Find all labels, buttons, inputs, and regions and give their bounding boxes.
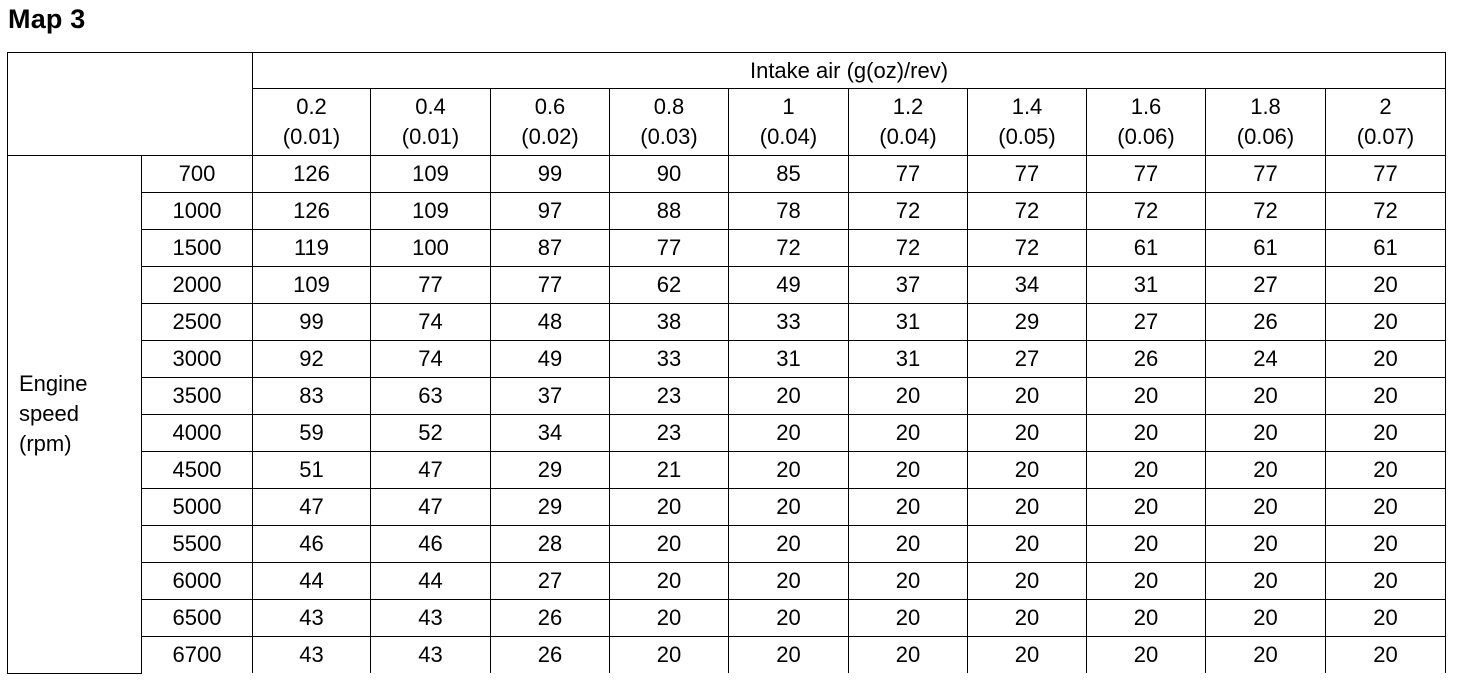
page-title: Map 3 xyxy=(8,4,86,34)
table-cell: 20 xyxy=(1326,378,1446,415)
column-header xyxy=(729,89,849,156)
table-cell: 20 xyxy=(729,526,849,563)
table-row xyxy=(8,563,1446,600)
column-header-value: 0.6 xyxy=(534,94,566,119)
table-cell: 87 xyxy=(491,230,610,267)
table-cell: 20 xyxy=(968,452,1087,489)
table-cell: 26 xyxy=(1087,341,1206,378)
table-cell: 92 xyxy=(253,341,371,378)
table-cell: 72 xyxy=(968,193,1087,230)
table-row xyxy=(8,637,1446,674)
table-cell: 20 xyxy=(1206,378,1326,415)
table-cell: 20 xyxy=(968,378,1087,415)
table-row xyxy=(8,600,1446,637)
column-header xyxy=(968,89,1087,156)
table-cell: 26 xyxy=(1206,304,1326,341)
table-cell: 20 xyxy=(729,452,849,489)
table-cell: 74 xyxy=(371,304,491,341)
table-cell: 74 xyxy=(371,341,491,378)
table-row xyxy=(8,193,1446,230)
table-cell: 77 xyxy=(610,230,729,267)
table-cell: 27 xyxy=(1206,267,1326,304)
table-cell: 20 xyxy=(849,415,968,452)
column-header-sub: (0.02) xyxy=(521,124,579,149)
table-cell: 23 xyxy=(610,378,729,415)
table-cell: 20 xyxy=(968,637,1087,674)
table-cell: 38 xyxy=(610,304,729,341)
table-cell: 119 xyxy=(253,230,371,267)
table-cell: 20 xyxy=(1206,452,1326,489)
table-cell: 20 xyxy=(1087,452,1206,489)
table-cell: 20 xyxy=(1087,563,1206,600)
table-row xyxy=(8,526,1446,563)
table-cell: 20 xyxy=(610,637,729,674)
rpm-cell: 5000 xyxy=(142,489,253,526)
table-cell: 43 xyxy=(371,637,491,674)
table-cell: 20 xyxy=(1326,637,1446,674)
table-cell: 20 xyxy=(1326,304,1446,341)
table-cell: 20 xyxy=(1206,489,1326,526)
column-header-value: 1.4 xyxy=(1011,94,1043,119)
table-cell: 20 xyxy=(1326,341,1446,378)
table-cell: 43 xyxy=(253,637,371,674)
table-row xyxy=(8,415,1446,452)
table-cell: 77 xyxy=(968,156,1087,193)
table-cell: 61 xyxy=(1087,230,1206,267)
table-cell: 43 xyxy=(253,600,371,637)
column-header-sub: (0.07) xyxy=(1356,124,1415,149)
table-cell: 109 xyxy=(253,267,371,304)
table-cell: 47 xyxy=(371,452,491,489)
table-cell: 26 xyxy=(491,600,610,637)
table-cell: 61 xyxy=(1326,230,1446,267)
table-cell: 20 xyxy=(1206,637,1326,674)
table-cell: 21 xyxy=(610,452,729,489)
column-header xyxy=(610,89,729,156)
table-cell: 34 xyxy=(491,415,610,452)
table-cell: 99 xyxy=(491,156,610,193)
column-header-value: 1.6 xyxy=(1130,94,1162,119)
row-group-label-line: Engine xyxy=(19,371,88,397)
table-cell: 33 xyxy=(610,341,729,378)
table-cell: 20 xyxy=(1326,526,1446,563)
table-row xyxy=(8,489,1446,526)
table-cell: 27 xyxy=(491,563,610,600)
table-cell: 20 xyxy=(968,563,1087,600)
table-cell: 31 xyxy=(1087,267,1206,304)
table-cell: 20 xyxy=(968,489,1087,526)
table-cell: 20 xyxy=(849,378,968,415)
table-cell: 99 xyxy=(253,304,371,341)
table-row xyxy=(8,230,1446,267)
table-cell: 20 xyxy=(849,563,968,600)
table-cell: 33 xyxy=(729,304,849,341)
table-cell: 23 xyxy=(610,415,729,452)
table-cell: 63 xyxy=(371,378,491,415)
column-header-value: 1.2 xyxy=(892,94,924,119)
table-cell: 88 xyxy=(610,193,729,230)
table-cell: 61 xyxy=(1206,230,1326,267)
table-cell: 29 xyxy=(491,452,610,489)
table-cell: 20 xyxy=(1206,600,1326,637)
table-cell: 44 xyxy=(371,563,491,600)
column-header-sub: (0.06) xyxy=(1117,124,1175,149)
column-header-sub: (0.01) xyxy=(282,124,341,149)
table-cell: 97 xyxy=(491,193,610,230)
table-cell: 20 xyxy=(610,600,729,637)
table-cell: 85 xyxy=(729,156,849,193)
table-cell: 20 xyxy=(729,563,849,600)
table-cell: 59 xyxy=(253,415,371,452)
table-cell: 28 xyxy=(491,526,610,563)
table-cell: 20 xyxy=(1087,489,1206,526)
table-cell: 72 xyxy=(1206,193,1326,230)
column-header xyxy=(371,89,491,156)
table-row xyxy=(8,304,1446,341)
rpm-cell: 3000 xyxy=(142,341,253,378)
rpm-cell: 1000 xyxy=(142,193,253,230)
table-cell: 20 xyxy=(1326,452,1446,489)
table-row xyxy=(8,452,1446,489)
column-header-sub: (0.04) xyxy=(759,124,818,149)
table-cell: 20 xyxy=(849,489,968,526)
table-cell: 20 xyxy=(1087,415,1206,452)
table-cell: 100 xyxy=(371,230,491,267)
table-cell: 47 xyxy=(253,489,371,526)
rpm-cell: 3500 xyxy=(142,378,253,415)
table-cell: 20 xyxy=(1087,600,1206,637)
table-cell: 20 xyxy=(1326,563,1446,600)
table-cell: 47 xyxy=(371,489,491,526)
header-group-label: Intake air (g(oz)/rev) xyxy=(253,53,1446,89)
column-header xyxy=(253,89,371,156)
table-cell: 20 xyxy=(729,600,849,637)
table-cell: 109 xyxy=(371,156,491,193)
table-cell: 20 xyxy=(1087,526,1206,563)
column-header-value: 1 xyxy=(782,94,795,119)
table-cell: 20 xyxy=(1087,637,1206,674)
rpm-cell: 4000 xyxy=(142,415,253,452)
column-header-value: 2 xyxy=(1379,94,1392,119)
table-cell: 72 xyxy=(968,230,1087,267)
table-cell: 78 xyxy=(729,193,849,230)
column-header xyxy=(849,89,968,156)
table-cell: 46 xyxy=(253,526,371,563)
column-header-sub: (0.04) xyxy=(879,124,937,149)
table-cell: 62 xyxy=(610,267,729,304)
table-cell: 24 xyxy=(1206,341,1326,378)
rpm-cell: 700 xyxy=(142,156,253,193)
table-cell: 20 xyxy=(849,637,968,674)
table-cell: 49 xyxy=(729,267,849,304)
table-corner xyxy=(8,53,253,156)
table-cell: 31 xyxy=(849,341,968,378)
table-cell: 44 xyxy=(253,563,371,600)
rpm-cell: 4500 xyxy=(142,452,253,489)
column-header-value: 1.8 xyxy=(1250,94,1281,119)
column-header-value: 0.8 xyxy=(653,94,685,119)
table-cell: 37 xyxy=(849,267,968,304)
header-group-row xyxy=(8,53,1446,89)
table-cell: 72 xyxy=(1326,193,1446,230)
table-cell: 49 xyxy=(491,341,610,378)
table-cell: 109 xyxy=(371,193,491,230)
row-group-label-line: (rpm) xyxy=(19,431,72,457)
table-cell: 77 xyxy=(1326,156,1446,193)
rpm-cell: 1500 xyxy=(142,230,253,267)
table-cell: 20 xyxy=(610,489,729,526)
table-cell: 20 xyxy=(1087,378,1206,415)
rpm-cell: 6700 xyxy=(142,637,253,674)
table-cell: 20 xyxy=(729,489,849,526)
column-header-sub: (0.01) xyxy=(401,124,460,149)
table-cell: 20 xyxy=(1206,526,1326,563)
table-cell: 20 xyxy=(610,526,729,563)
rpm-cell: 5500 xyxy=(142,526,253,563)
table-cell: 90 xyxy=(610,156,729,193)
table-row xyxy=(8,267,1446,304)
table-cell: 20 xyxy=(729,378,849,415)
rpm-cell: 2000 xyxy=(142,267,253,304)
table-cell: 37 xyxy=(491,378,610,415)
table-cell: 20 xyxy=(610,563,729,600)
table-cell: 20 xyxy=(1206,563,1326,600)
column-header-value: 0.2 xyxy=(296,94,327,119)
table-cell: 26 xyxy=(491,637,610,674)
table-cell: 20 xyxy=(729,415,849,452)
column-header-sub: (0.06) xyxy=(1236,124,1295,149)
table-cell: 83 xyxy=(253,378,371,415)
column-header xyxy=(1206,89,1326,156)
table-cell: 77 xyxy=(371,267,491,304)
table-row xyxy=(8,341,1446,378)
table-cell: 46 xyxy=(371,526,491,563)
table-cell: 20 xyxy=(849,600,968,637)
table-cell: 31 xyxy=(849,304,968,341)
table-cell: 20 xyxy=(968,600,1087,637)
table-cell: 20 xyxy=(1326,267,1446,304)
table-cell: 72 xyxy=(849,230,968,267)
map-table xyxy=(7,52,1446,674)
table-cell: 51 xyxy=(253,452,371,489)
table-cell: 29 xyxy=(491,489,610,526)
column-header xyxy=(1087,89,1206,156)
table-cell: 72 xyxy=(849,193,968,230)
table-cell: 52 xyxy=(371,415,491,452)
table-cell: 77 xyxy=(491,267,610,304)
table-cell: 77 xyxy=(849,156,968,193)
table-cell: 20 xyxy=(849,452,968,489)
table-cell: 27 xyxy=(1087,304,1206,341)
table-cell: 20 xyxy=(968,415,1087,452)
table-cell: 126 xyxy=(253,193,371,230)
table-cell: 20 xyxy=(729,637,849,674)
table-cell: 20 xyxy=(1206,415,1326,452)
table-cell: 72 xyxy=(1087,193,1206,230)
table-cell: 34 xyxy=(968,267,1087,304)
table-cell: 20 xyxy=(1326,489,1446,526)
table-cell: 20 xyxy=(849,526,968,563)
column-header xyxy=(491,89,610,156)
column-header-value: 0.4 xyxy=(415,94,446,119)
table-cell: 43 xyxy=(371,600,491,637)
table-cell: 77 xyxy=(1087,156,1206,193)
table-cell: 31 xyxy=(729,341,849,378)
rpm-cell: 6000 xyxy=(142,563,253,600)
rpm-cell: 6500 xyxy=(142,600,253,637)
table-cell: 20 xyxy=(1326,415,1446,452)
table-cell: 126 xyxy=(253,156,371,193)
column-header-sub: (0.03) xyxy=(640,124,698,149)
rpm-cell: 2500 xyxy=(142,304,253,341)
table-cell: 20 xyxy=(1326,600,1446,637)
table-row xyxy=(8,156,1446,193)
row-group-label xyxy=(8,156,142,674)
column-header-sub: (0.05) xyxy=(998,124,1056,149)
column-header xyxy=(1326,89,1446,156)
table-cell: 29 xyxy=(968,304,1087,341)
table-cell: 20 xyxy=(968,526,1087,563)
table-row xyxy=(8,378,1446,415)
table-cell: 48 xyxy=(491,304,610,341)
table-cell: 72 xyxy=(729,230,849,267)
row-group-label-line: speed xyxy=(19,401,79,427)
table-cell: 77 xyxy=(1206,156,1326,193)
table-cell: 27 xyxy=(968,341,1087,378)
